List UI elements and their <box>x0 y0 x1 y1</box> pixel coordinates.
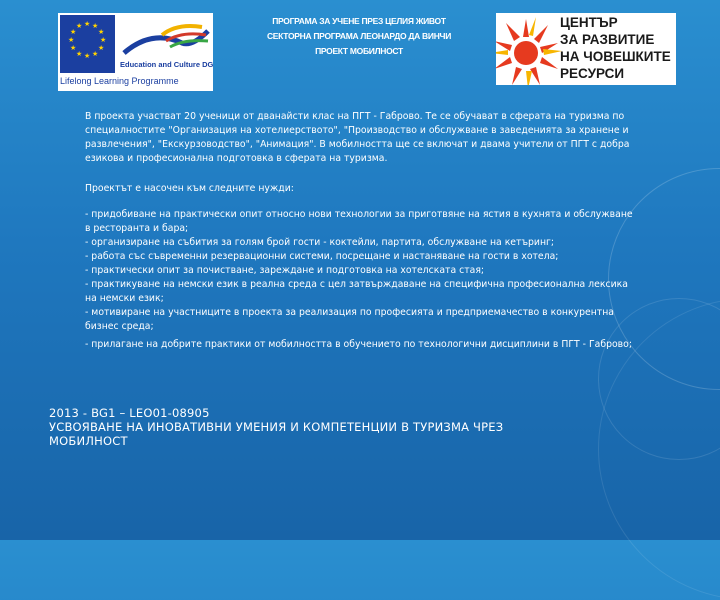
hr-logo-line: ЦЕНТЪР <box>560 15 618 30</box>
project-footer <box>49 406 569 448</box>
eu-logo <box>58 13 213 91</box>
header-title <box>225 14 493 59</box>
project-description <box>85 110 640 352</box>
needs-list-item: - работа със съвременни резервационни системи, посрещане и настаняване на гости в хотела; <box>85 251 559 262</box>
intro-paragraph: В проекта участват 20 ученици от дванайсти клас на ПГТ - Габрово. Те се обучават в сферата на туризма по специалностите "Организация на хотелиерството", "Производство и обслужване в заведенията за хранене и развлечения", "Екскурзоводство", "Анимация". В мобилността ще се включат и двама учители от ПГТ с добра езикова и професионална подготовка в сферата на туризма. <box>85 111 630 164</box>
needs-list-item: - практически опит за почистване, зареждане и подготовка на хотелската стая; <box>85 265 485 276</box>
needs-list-item: - прилагане на добрите практики от мобилността в обучението по технологични дисциплини в ПГТ - Габрово; <box>85 339 632 350</box>
header-title-line: СЕКТОРНА ПРОГРАМА ЛЕОНАРДО ДА ВИНЧИ <box>266 31 452 41</box>
hr-logo-line: ЗА РАЗВИТИЕ <box>560 32 655 47</box>
hr-logo-text <box>560 14 671 82</box>
needs-list-item: - придобиване на практически опит относно нови технологии за приготвяне на ястия в кухнята и обслужване в ресторанта и бара; <box>85 209 633 234</box>
sun-icon <box>496 13 562 85</box>
needs-list-item: - мотивиране на участниците в проекта за реализация по професията и предприемачество в конкурентна бизнес среда; <box>85 307 614 332</box>
hr-centre-logo <box>496 13 676 85</box>
hr-logo-line: РЕСУРСИ <box>560 66 625 81</box>
eu-logo-caption: Education and Culture DG <box>120 60 213 69</box>
needs-heading: Проектът е насочен към следните нужди: <box>85 183 294 194</box>
eu-logo-programme: Lifelong Learning Programme <box>60 76 179 86</box>
header-title-line: ПРОГРАМА ЗА УЧЕНЕ ПРЕЗ ЦЕЛИЯ ЖИВОТ <box>272 16 446 26</box>
needs-list <box>85 208 640 352</box>
needs-list-item: - организиране на събития за голям брой гости - коктейли, партита, обслужване на кетъринг; <box>85 237 555 248</box>
eu-swoosh-icon <box>122 21 210 59</box>
needs-list-item: - практикуване на немски език в реална среда с цел затвърждаване на специфична професионална лексика на немски език; <box>85 279 628 304</box>
project-code: 2013 - BG1 – LEO01-08905 <box>49 406 210 420</box>
eu-flag-icon: ★ ★ ★ ★ ★ ★ ★ ★ ★ ★ ★ ★ <box>60 15 115 73</box>
project-title: УСВОЯВАНЕ НА ИНОВАТИВНИ УМЕНИЯ И КОМПЕТЕНЦИИ В ТУРИЗМА ЧРЕЗ МОБИЛНОСТ <box>49 420 504 448</box>
header-title-line: ПРОЕКТ МОБИЛНОСТ <box>315 46 403 56</box>
hr-logo-line: НА ЧОВЕШКИТЕ <box>560 49 671 64</box>
